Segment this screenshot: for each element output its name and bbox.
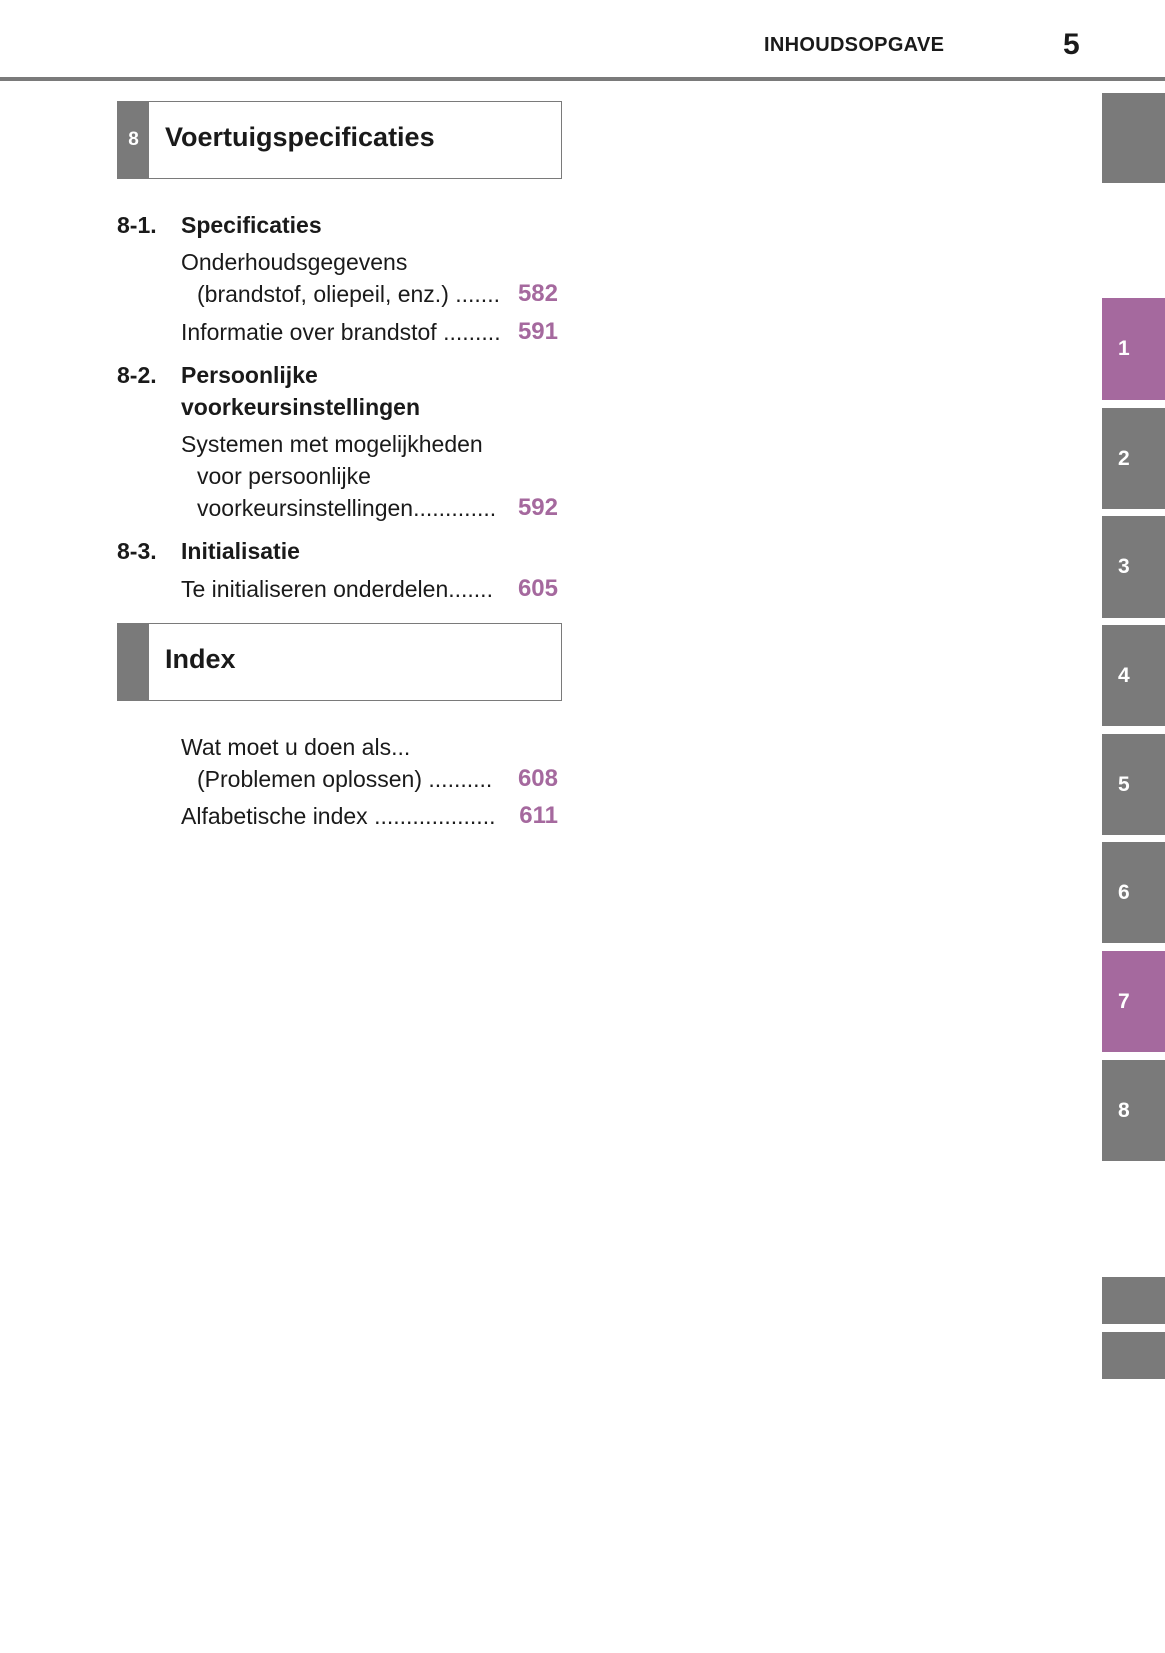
toc-page-number[interactable]: 582 <box>517 280 558 307</box>
toc-entry-text: (brandstof, oliepeil, enz.) ....... <box>197 281 500 307</box>
toc-page-number[interactable]: 592 <box>517 494 558 521</box>
section-8-heading <box>117 101 562 179</box>
side-tab-5[interactable]: 5 <box>1102 734 1165 835</box>
toc-entry-text: Onderhoudsgegevens <box>181 249 408 275</box>
index-heading <box>117 623 562 701</box>
toc-entry-text: (Problemen oplossen) .......... <box>197 766 493 792</box>
toc-entry-text: Te initialiseren onderdelen....... <box>181 576 493 602</box>
header-rule <box>0 77 1165 81</box>
toc-page-number[interactable]: 591 <box>517 318 558 345</box>
subsection-number-8-2: 8-2. <box>117 362 157 388</box>
side-tab-4[interactable]: 4 <box>1102 625 1165 726</box>
side-tab-8[interactable]: 8 <box>1102 1060 1165 1161</box>
toc-entry-text: Systemen met mogelijkheden <box>181 431 483 457</box>
toc-page-number[interactable]: 611 <box>519 802 558 829</box>
toc-entry-text: Alfabetische index ................... <box>181 803 496 829</box>
toc-page-number[interactable]: 608 <box>517 765 558 792</box>
subsection-number-8-1: 8-1. <box>117 212 157 238</box>
toc-page-number[interactable]: 605 <box>517 575 558 602</box>
header-title: INHOUDSOPGAVE <box>764 34 945 56</box>
subsection-title-8-2-cont[interactable]: voorkeursinstellingen <box>181 394 421 420</box>
page-number: 5 <box>1063 28 1080 61</box>
subsection-number-8-3: 8-3. <box>117 538 157 564</box>
side-tab-blank-a <box>1102 1277 1165 1324</box>
toc-entry-text: Informatie over brandstof ......... <box>181 319 501 345</box>
side-tab-1[interactable]: 1 <box>1102 298 1165 400</box>
side-tab-6[interactable]: 6 <box>1102 842 1165 943</box>
subsection-title-8-3[interactable]: Initialisatie <box>181 538 300 564</box>
subsection-title-8-1[interactable]: Specificaties <box>181 212 322 238</box>
section-number-badge: 8 <box>118 102 149 178</box>
side-tab-3[interactable]: 3 <box>1102 516 1165 618</box>
side-tab-blank-b <box>1102 1332 1165 1379</box>
index-badge <box>118 624 149 700</box>
side-tab-7[interactable]: 7 <box>1102 951 1165 1052</box>
side-tab-2[interactable]: 2 <box>1102 408 1165 509</box>
toc-entry-text: voor persoonlijke <box>197 463 371 489</box>
index-title: Index <box>165 644 236 674</box>
section-title: Voertuigspecificaties <box>165 122 435 152</box>
subsection-title-8-2[interactable]: Persoonlijke <box>181 362 318 388</box>
toc-entry-text: Wat moet u doen als... <box>181 734 411 760</box>
toc-entry-text: voorkeursinstellingen............. <box>197 495 497 521</box>
side-tab-blank-top <box>1102 93 1165 183</box>
